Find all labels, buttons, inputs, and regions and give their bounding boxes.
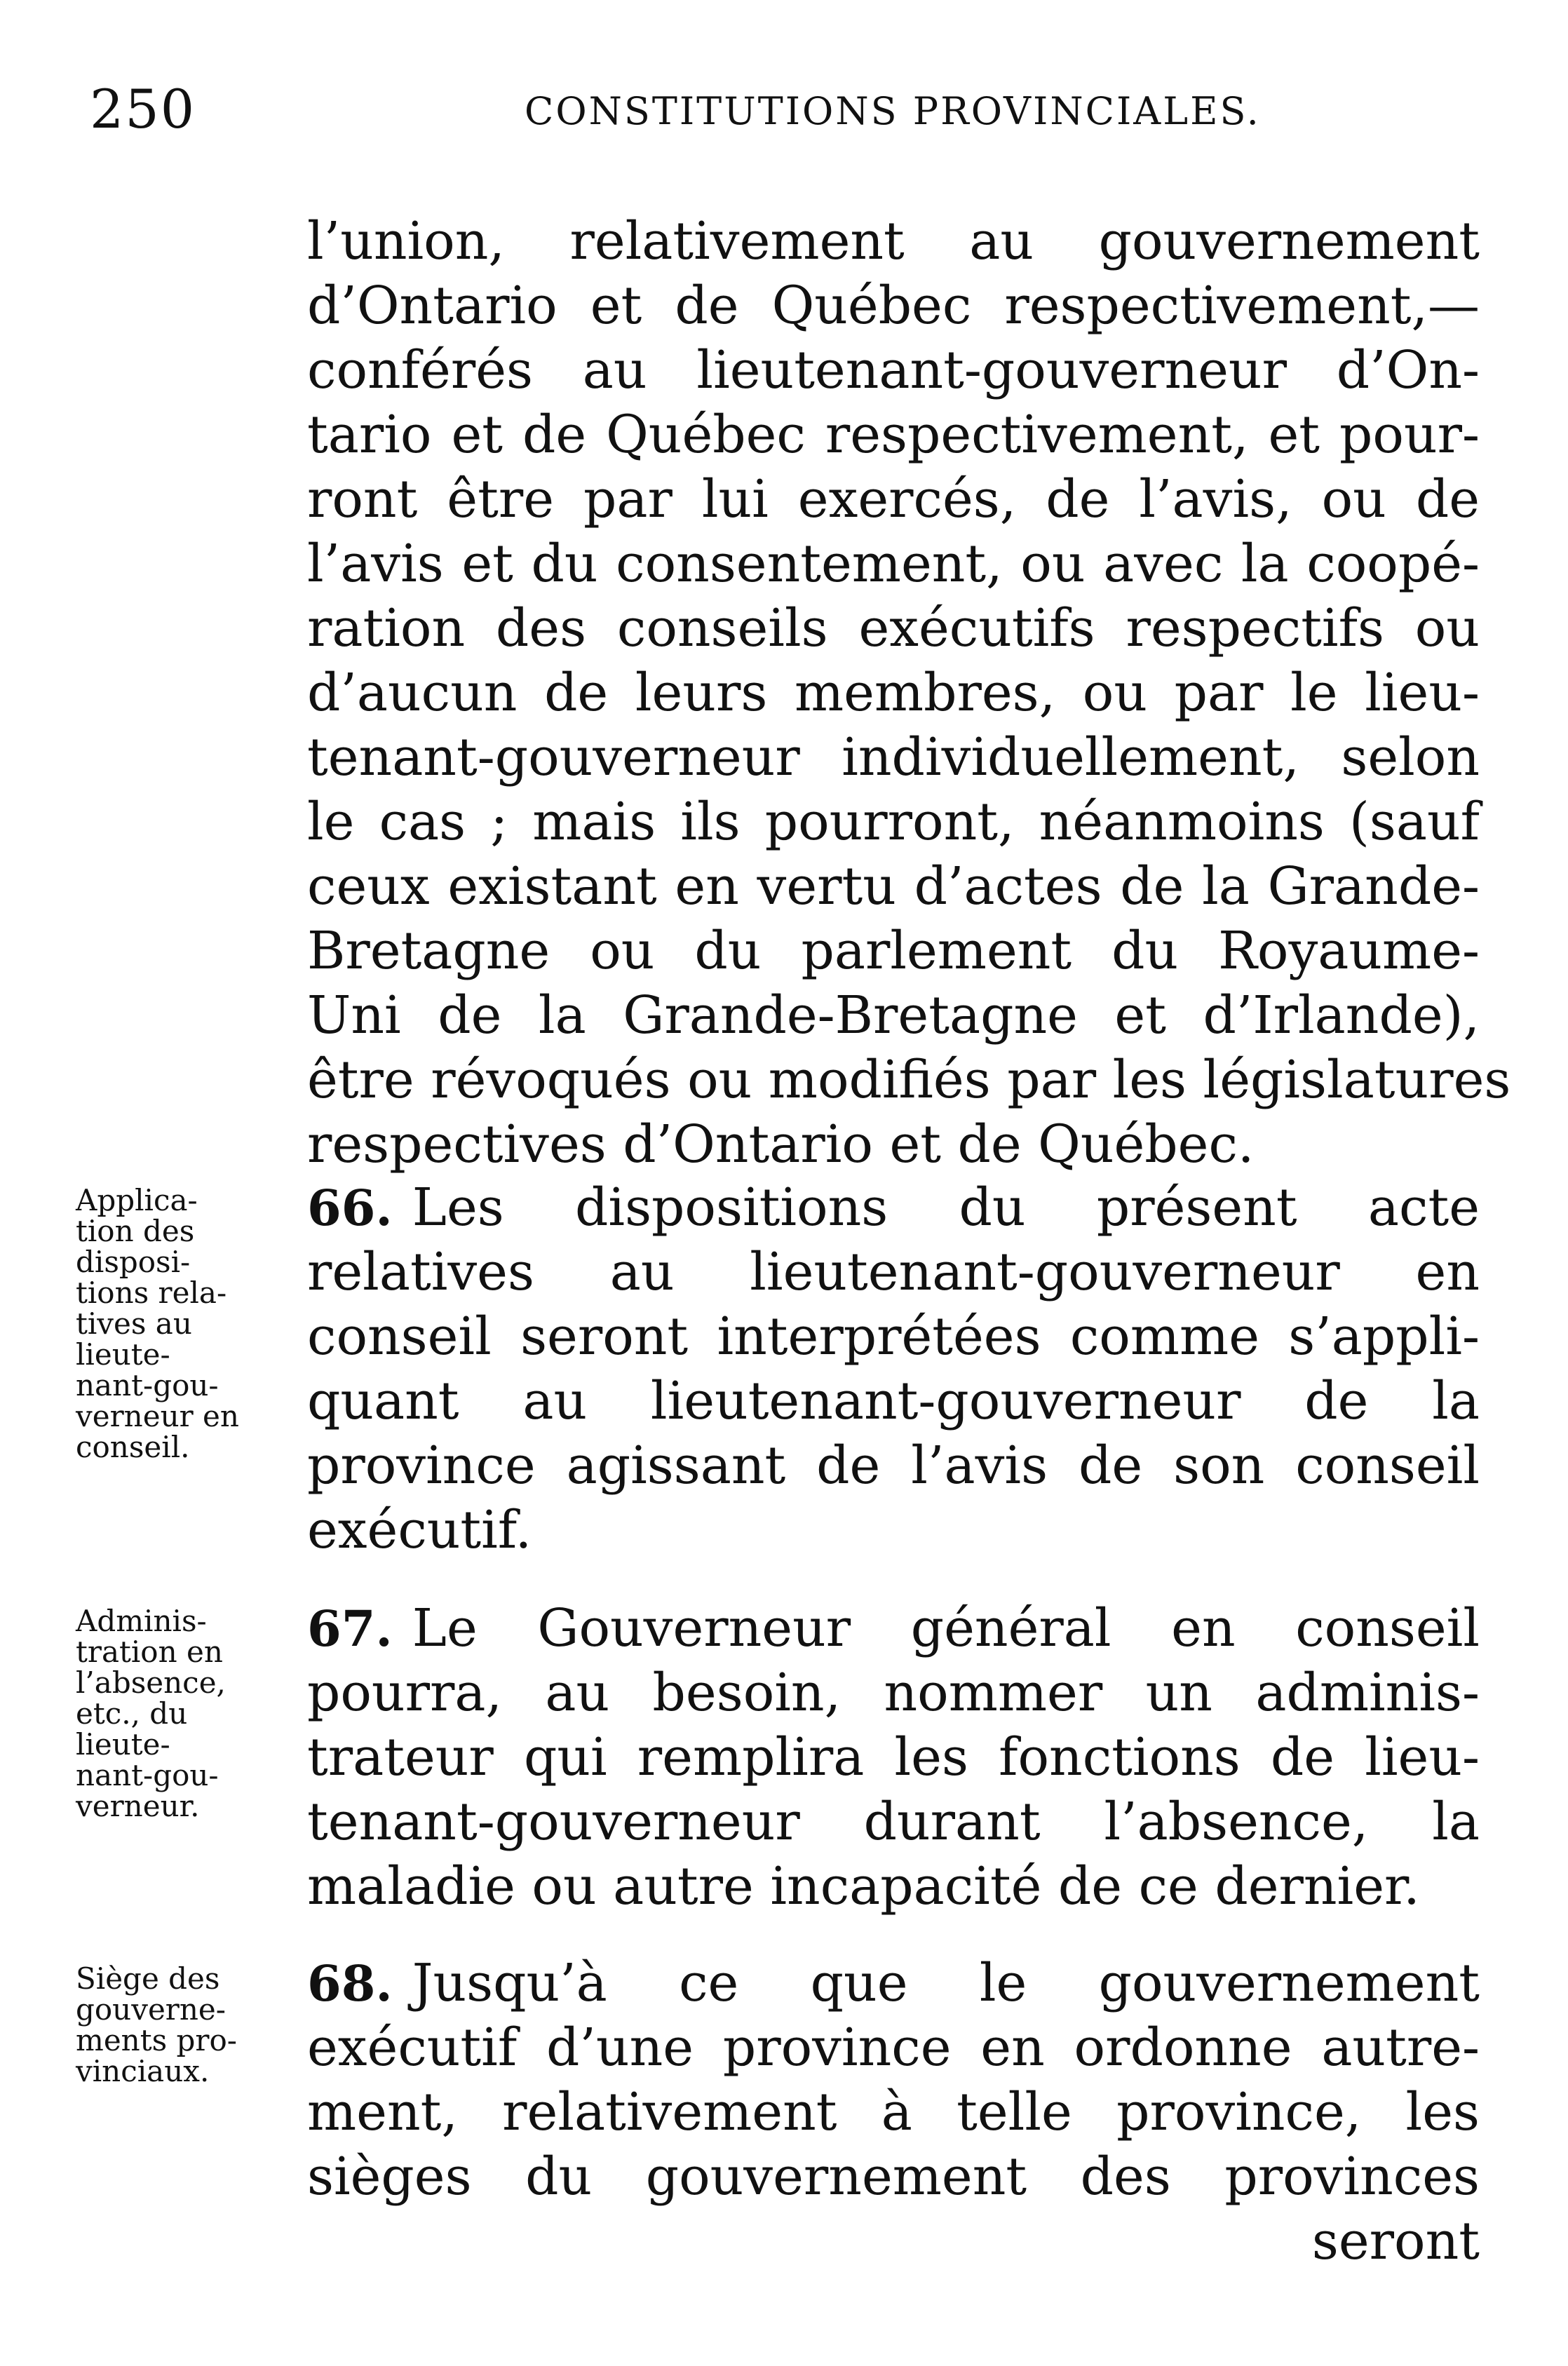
text-line: conseil seront interprétées comme s’appli- (307, 1306, 1480, 1367)
text-line: relatives au lieutenant-gouverneur en (307, 1242, 1480, 1302)
text-line: ment, relativement à telle province, les (307, 2082, 1480, 2142)
margin-note-line: tion des (76, 1214, 195, 1248)
margin-note-line: nant-gou- (76, 1758, 219, 1792)
margin-note-line: ments pro- (76, 2023, 237, 2057)
text-line (307, 1175, 1480, 1240)
margin-note-line: gouverne- (76, 1992, 226, 2027)
margin-note-line: lieute- (76, 1727, 170, 1762)
text-line: le cas ; mais ils pourront, néanmoins (sauf (307, 792, 1480, 852)
text-line: l’avis et du consentement, ou avec la coopé- (307, 534, 1480, 594)
margin-note-line: etc., du (76, 1696, 188, 1731)
text-line: province agissant de l’avis de son conseil (307, 1435, 1480, 1496)
text-line: pourra, au besoin, nommer un adminis- (307, 1663, 1480, 1723)
margin-note-line: vinciaux. (76, 2054, 210, 2088)
margin-note-line: verneur en (76, 1399, 239, 1433)
margin-note-line: conseil. (76, 1430, 190, 1464)
continuation-paragraph (307, 209, 1511, 1177)
text-line: ceux existant en vertu d’actes de la Grande- (307, 856, 1480, 917)
section-first-line: Jusqu’à ce que le gouvernement (412, 1953, 1480, 2013)
section-number: 67. (307, 1600, 393, 1658)
text-line: conférés au lieutenant-gouverneur d’On- (307, 340, 1480, 400)
text-line: l’union, relativement au gouvernement (307, 211, 1480, 271)
margin-note-line: disposi- (76, 1245, 191, 1279)
margin-note-line: Siège des (76, 1961, 220, 1996)
text-line: sièges du gouvernement des provinces (307, 2147, 1480, 2207)
section-first-line: Le Gouverneur général en conseil (412, 1598, 1480, 1658)
page-number: 250 (90, 78, 196, 140)
text-line (307, 1596, 1480, 1661)
margin-note-line: Applica- (76, 1183, 198, 1217)
text-line: tenant-gouverneur durant l’absence, la (307, 1792, 1480, 1852)
text-line: ront être par lui exercés, de l’avis, ou de (307, 469, 1480, 529)
text-line: être révoqués ou modifiés par les législatures (307, 1050, 1511, 1110)
text-line: trateur qui remplira les fonctions de lieu- (307, 1727, 1480, 1787)
text-line: ration des conseils exécutifs respectifs ou (307, 598, 1480, 658)
text-line: respectives d’Ontario et de Québec. (307, 1114, 1255, 1175)
running-title: CONSTITUTIONS PROVINCIALES. (525, 89, 1261, 133)
text-line: Uni de la Grande-Bretagne et d’Irlande), (307, 985, 1480, 1046)
margin-note-section-68 (76, 1963, 300, 2087)
text-line (307, 1951, 1480, 2015)
text-line: exécutif d’une province en ordonne autre- (307, 2017, 1480, 2078)
margin-note-line: Adminis- (76, 1604, 207, 1638)
section-68-paragraph (307, 1951, 1480, 2273)
text-line: quant au lieutenant-gouverneur de la (307, 1371, 1480, 1431)
text-line: d’Ontario et de Québec respectivement,— (307, 276, 1480, 336)
text-line: tario et de Québec respectivement, et pour- (307, 405, 1480, 465)
margin-note-line: nant-gou- (76, 1368, 219, 1402)
section-66-paragraph (307, 1175, 1480, 1562)
text-line: maladie ou autre incapacité de ce dernier. (307, 1856, 1420, 1917)
margin-note-line: lieute- (76, 1337, 170, 1372)
section-number: 68. (307, 1954, 393, 2013)
catchword: seront (1311, 2211, 1480, 2271)
margin-note-line: tions rela- (76, 1276, 227, 1310)
margin-note-line: tration en (76, 1635, 223, 1669)
section-67-paragraph (307, 1596, 1480, 1919)
margin-note-line: tives au (76, 1306, 192, 1341)
section-first-line: Les dispositions du présent acte (412, 1177, 1480, 1238)
text-line: tenant-gouverneur individuellement, selon (307, 727, 1480, 787)
margin-note-line: l’absence, (76, 1665, 226, 1700)
section-number: 66. (307, 1179, 393, 1237)
text-line: Bretagne ou du parlement du Royaume- (307, 921, 1480, 981)
margin-note-line: verneur. (76, 1789, 200, 1823)
margin-note-section-67 (76, 1606, 300, 1822)
margin-note-section-66 (76, 1185, 300, 1463)
text-line: d’aucun de leurs membres, ou par le lieu- (307, 663, 1480, 723)
text-line: exécutif. (307, 1500, 532, 1560)
